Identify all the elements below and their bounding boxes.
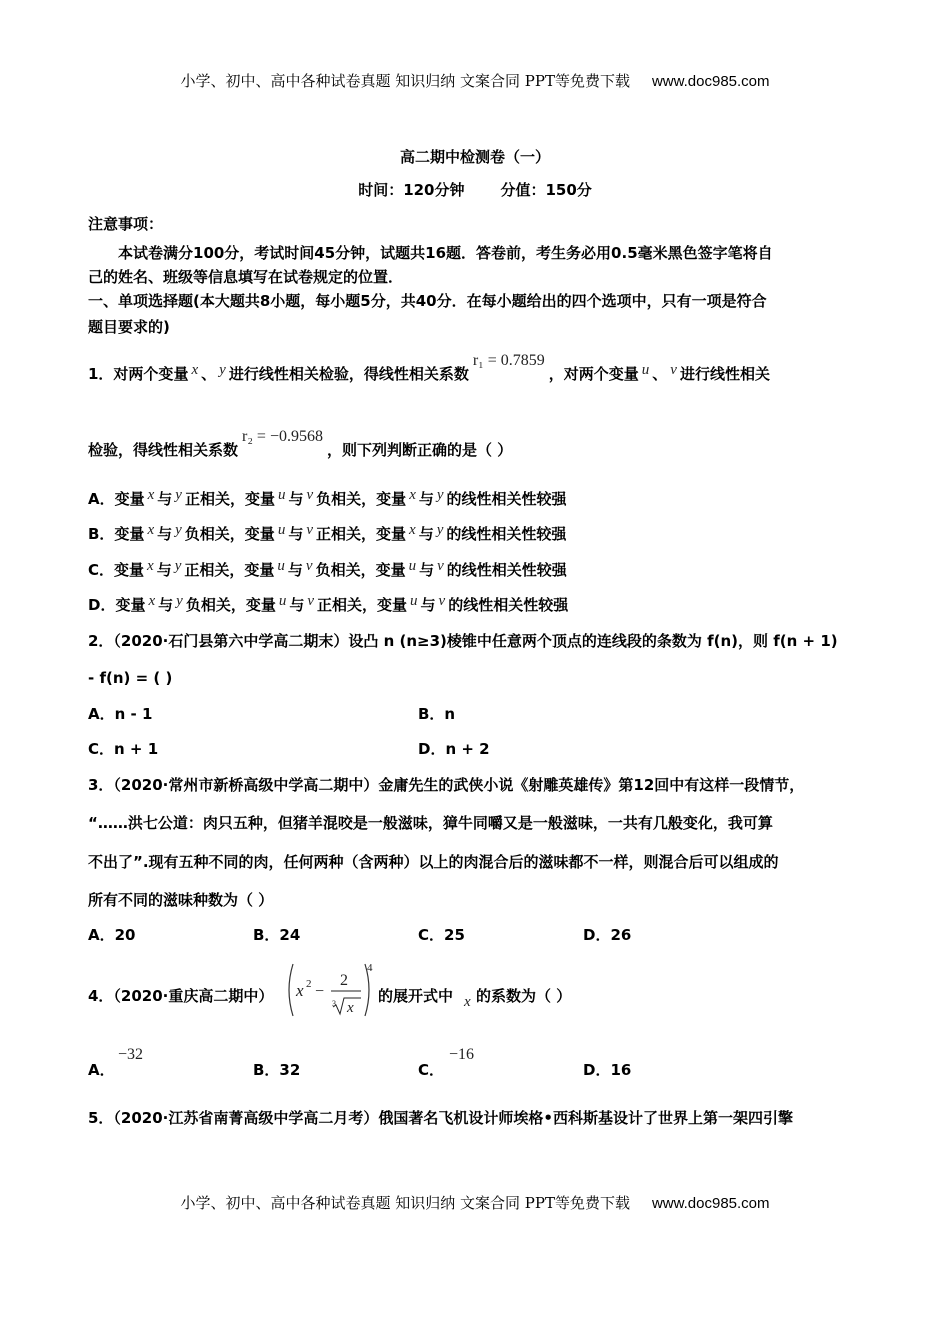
page-footer [0,1192,950,1213]
expr-radicand: x [347,1000,354,1016]
q3-option-d[interactable]: D．26 [583,926,632,944]
expr-x: x [296,981,304,1000]
q4-option-c[interactable]: C． [418,1061,445,1079]
expr-power: 4 [367,962,373,974]
question-3-line-1: 3．（2020·常州市新桥高级中学高二期中）金庸先生的武侠小说《射雕英雄传》第12回中有这样一段情节， [88,776,805,794]
section-1-line-1: 一、单项选择题(本大题共8小题，每小题5分，共40分．在每小题给出的四个选项中，只有一项是符合 [88,292,767,310]
question-3-line-3: 不出了”.现有五种不同的肉，任何两种（含两种）以上的肉混合后的滋味都不一样，则混合后可以组成的 [88,853,779,871]
exam-time: 时间：120分钟 [358,181,465,199]
q2-option-d[interactable]: D．n + 2 [418,740,490,758]
q1-option-d[interactable]: D．变量 x 与 y 负相关，变量 u 与 v 正相关，变量 u 与 v 的线性相关性较强 [88,593,569,614]
q3-option-b[interactable]: B．24 [253,926,301,944]
r1-value: r₁ = 0.7859 [472,352,545,369]
page-header [0,70,950,91]
expr-minus: − [315,983,325,1000]
header-text: 小学、初中、高中各种试卷真题 知识归纳 文案合同 PPT等免费下载 [180,72,630,90]
question-4-stem-c: 的系数为（ ） [476,987,572,1005]
question-2-line-1: 2．（2020·石门县第六中学高二期末）设凸 n (n≥3)棱锥中任意两个顶点的连线段的条数为 f(n)，则 f(n + 1) [88,632,838,650]
question-2-line-2: - f(n) = ( ) [88,669,173,687]
exam-subtitle [0,180,950,200]
q3-option-c[interactable]: C．25 [418,926,465,944]
question-5-line-1: 5．（2020·江苏省南菁高级中学高二月考）俄国著名飞机设计师埃格•西科斯基设计了世界上第一架四引擎 [88,1109,793,1127]
question-1-line-1: 1．对两个变量 x 、 y 进行线性相关检验，得线性相关系数r₁ = 0.7859，对两个变量 u 、 v 进行线性相关 [88,352,770,383]
question-3-line-4: 所有不同的滋味种数为（ ） [88,891,274,909]
q4-option-c-value: −16 [449,1046,475,1063]
q4-option-a-value: −32 [118,1046,144,1063]
section-1-line-2: 题目要求的) [88,318,170,336]
var-x: x [191,362,199,378]
q2-option-a[interactable]: A．n - 1 [88,705,153,723]
exam-score: 分值：150分 [500,181,592,199]
expr-square: 2 [306,978,312,990]
q4-expression [283,958,375,1022]
q3-option-a[interactable]: A．20 [88,926,136,944]
question-1-line-2: 检验，得线性相关系数r₂ = −0.9568，则下列判断正确的是（ ） [88,428,513,459]
footer-url[interactable]: www.doc985.com [651,1195,770,1212]
q1-option-b[interactable]: B．变量 x 与 y 负相关，变量 u 与 v 正相关，变量 x 与 y 的线性相关性较强 [88,522,567,543]
var-v: v [670,362,677,378]
expr-root-index: 3 [332,999,336,1008]
question-4-stem-b: 的展开式中 [378,987,454,1005]
expr-numerator: 2 [340,972,348,989]
q2-option-b[interactable]: B．n [418,705,456,723]
footer-text: 小学、初中、高中各种试卷真题 知识归纳 文案合同 PPT等免费下载 [180,1194,630,1212]
var-u: u [641,362,650,378]
notice-line-1: 本试卷满分100分，考试时间45分钟，试题共16题．答卷前，考生务必用0.5毫米黑色签字笔将自 [118,244,773,262]
exam-title: 高二期中检测卷（一） [399,148,550,166]
q4-option-b[interactable]: B．32 [253,1061,301,1079]
q4-var-x: x [464,994,471,1010]
q2-option-c[interactable]: C．n + 1 [88,740,159,758]
notice-line-2: 己的姓名、班级等信息填写在试卷规定的位置． [88,268,404,286]
r2-value: r₂ = −0.9568 [242,428,323,445]
q4-option-d[interactable]: D．16 [583,1061,632,1079]
q4-option-a[interactable]: A． [88,1061,115,1079]
question-4-stem-a: 4．（2020·重庆高二期中） [88,987,274,1005]
notice-heading: 注意事项： [88,215,164,233]
q1-option-a[interactable]: A．变量 x 与 y 正相关，变量 u 与 v 负相关，变量 x 与 y 的线性相关性较强 [88,487,567,508]
header-url[interactable]: www.doc985.com [651,73,770,90]
question-3-line-2: “……洪七公道：肉只五种，但猪羊混咬是一般滋味，獐牛同嚼又是一般滋味，一共有几般变化，我可算 [88,814,773,832]
q1-option-c[interactable]: C．变量 x 与 y 正相关，变量 u 与 v 负相关，变量 u 与 v 的线性相关性较强 [88,558,567,579]
var-y: y [219,362,226,378]
